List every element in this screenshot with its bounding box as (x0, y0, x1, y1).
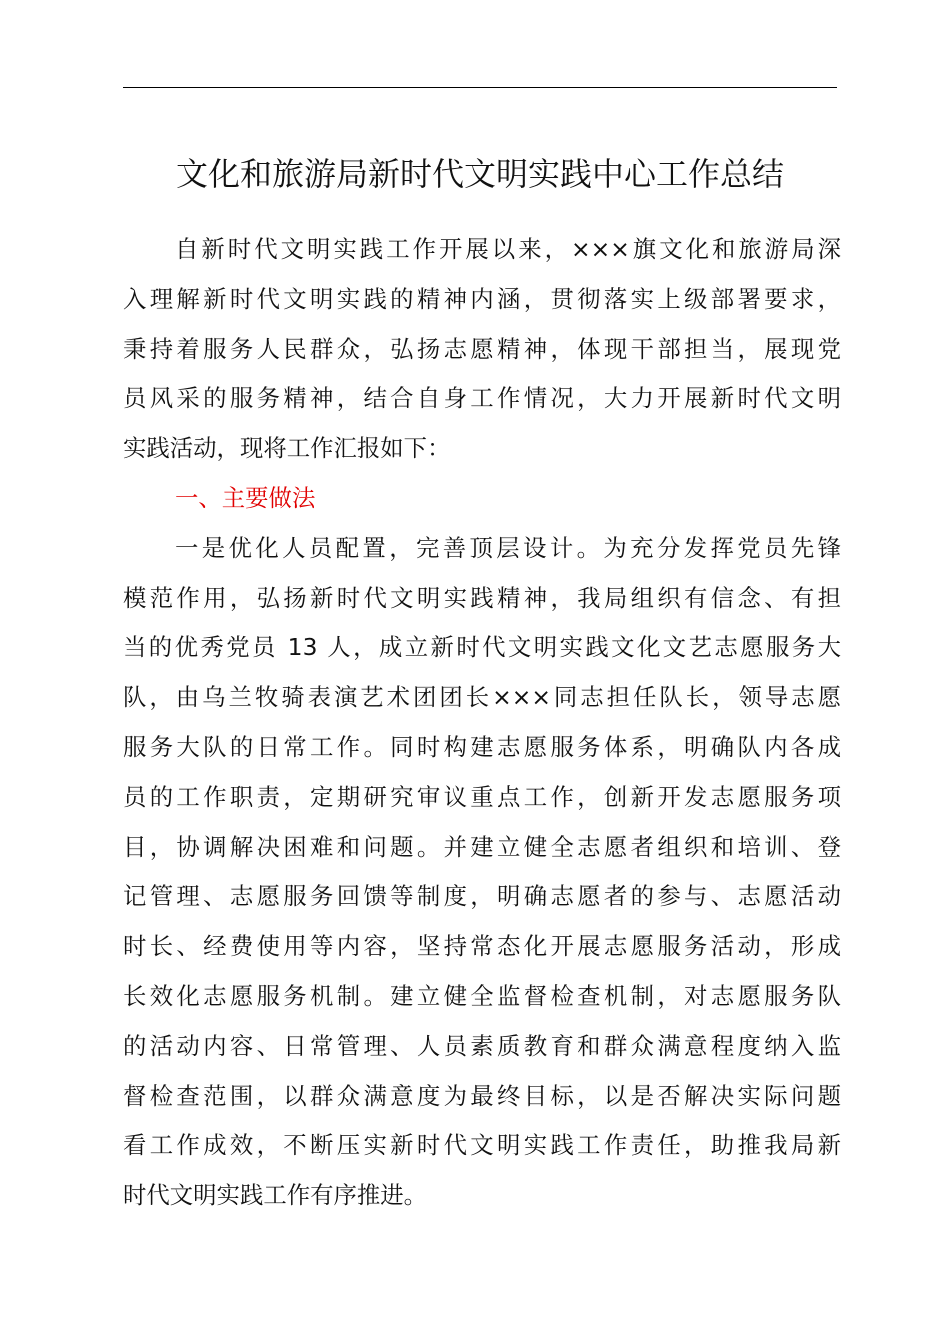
paragraph-line: 队，由乌兰牧骑表演艺术团团长×××同志担任队长，领导志愿 (123, 683, 841, 712)
paragraph-line: 模范作用，弘扬新时代文明实践精神，我局组织有信念、有担 (123, 583, 841, 612)
paragraph-line: 长效化志愿服务机制。建立健全监督检查机制，对志愿服务队 (123, 981, 841, 1010)
paragraph-line: 记管理、志愿服务回馈等制度，明确志愿者的参与、志愿活动 (123, 882, 841, 911)
header-rule (123, 87, 837, 88)
paragraph-line: 员的工作职责，定期研究审议重点工作，创新开发志愿服务项 (123, 782, 841, 811)
paragraph-line: 一是优化人员配置，完善顶层设计。为充分发挥党员先锋 (175, 533, 841, 562)
paragraph-line: 看工作成效，不断压实新时代文明实践工作责任，助推我局新 (123, 1131, 841, 1160)
paragraph-line: 员风采的服务精神，结合自身工作情况，大力开展新时代文明 (123, 384, 841, 413)
paragraph-line: 秉持着服务人民群众，弘扬志愿精神，体现干部担当，展现党 (123, 334, 841, 363)
paragraph-line: 的活动内容、日常管理、人员素质教育和群众满意程度纳入监 (123, 1031, 841, 1060)
document-title: 文化和旅游局新时代文明实践中心工作总结 (175, 155, 784, 193)
paragraph-line: 时长、经费使用等内容，坚持常态化开展志愿服务活动，形成 (123, 932, 841, 961)
paragraph-line: 当的优秀党员 13 人，成立新时代文明实践文化文艺志愿服务大 (123, 633, 841, 662)
paragraph-line: 时代文明实践工作有序推进。 (123, 1181, 428, 1210)
document-body (123, 225, 841, 1221)
paragraph-line: 实践活动，现将工作汇报如下： (123, 434, 451, 463)
section-heading: 一、主要做法 (175, 483, 316, 512)
paragraph-line: 自新时代文明实践工作开展以来，×××旗文化和旅游局深 (175, 235, 841, 263)
paragraph-line: 服务大队的日常工作。同时构建志愿服务体系，明确队内各成 (123, 732, 841, 761)
paragraph-line: 督检查范围，以群众满意度为最终目标，以是否解决实际问题 (123, 1081, 841, 1110)
paragraph-line: 入理解新时代文明实践的精神内涵，贯彻落实上级部署要求， (123, 284, 841, 313)
paragraph-line: 目，协调解决困难和问题。并建立健全志愿者组织和培训、登 (123, 832, 841, 861)
